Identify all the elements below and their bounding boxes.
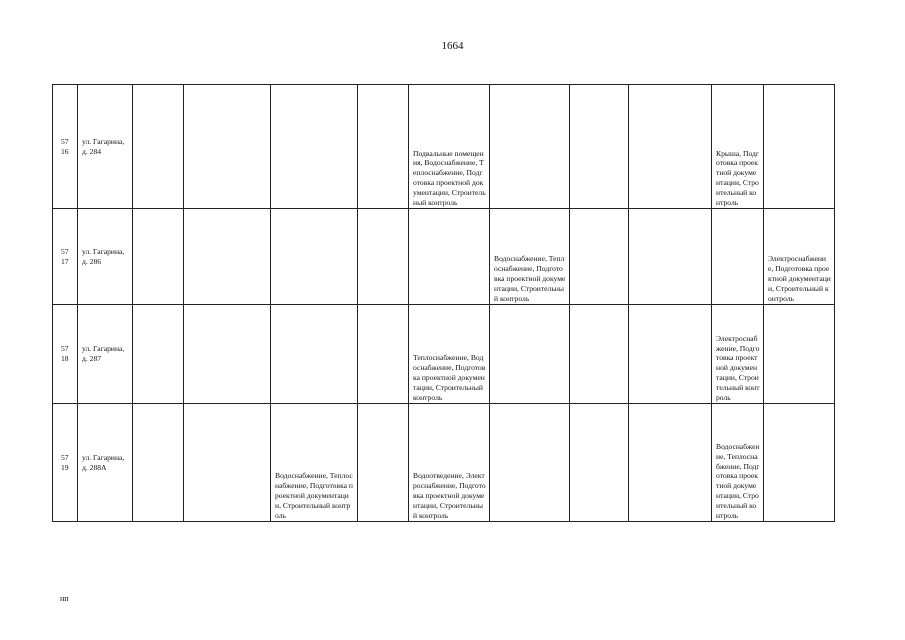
empty-cell [133, 305, 184, 404]
empty-cell [712, 209, 764, 305]
empty-cell [184, 85, 271, 209]
address-cell: ул. Гагарина, д. 284 [78, 85, 133, 209]
table-row [53, 404, 835, 522]
empty-cell [358, 404, 409, 522]
address-cell: ул. Гагарина, д. 288А [78, 404, 133, 522]
row-number-suffix: 16 [61, 146, 69, 156]
empty-cell [358, 209, 409, 305]
empty-cell [490, 85, 570, 209]
works-cell: Крыша, Подготовка проектной документации, Строительный контроль [712, 85, 764, 209]
row-number-prefix: 57 [61, 344, 69, 354]
empty-cell [271, 209, 358, 305]
empty-cell [490, 404, 570, 522]
works-cell: Подвальные помещения, Водоснабжение, Теплоснабжение, Подготовка проектной документации, Строительный контроль [409, 85, 490, 209]
row-number-prefix: 57 [61, 136, 69, 146]
empty-cell [570, 85, 629, 209]
row-number-suffix: 18 [61, 354, 69, 363]
address-cell: ул. Гагарина, д. 287 [78, 305, 133, 404]
works-cell: Водоснабжение, Теплоснабжение, Подготовка проектной документации, Строительный контроль [490, 209, 570, 305]
works-cell: Теплоснабжение, Водоснабжение, Подготовка проектной документации, Строительный контроль [409, 305, 490, 404]
row-number-cell [53, 85, 78, 209]
table-row [53, 209, 835, 305]
empty-cell [271, 85, 358, 209]
row-number-suffix: 19 [61, 462, 69, 472]
empty-cell [271, 305, 358, 404]
empty-cell [570, 209, 629, 305]
empty-cell [184, 404, 271, 522]
empty-cell [764, 305, 835, 404]
row-number-suffix: 17 [61, 256, 69, 266]
works-cell: Электроснабжение, Подготовка проектной документации, Строительный контроль [712, 305, 764, 404]
page-number: 1664 [441, 40, 464, 52]
row-number-prefix: 57 [61, 452, 69, 462]
address-cell: ул. Гагарина, д. 286 [78, 209, 133, 305]
works-cell: Водоснабжение, Теплоснабжение, Подготовка проектной документации, Строительный контроль [271, 404, 358, 522]
empty-cell [629, 404, 712, 522]
empty-cell [490, 305, 570, 404]
row-number-prefix: 57 [61, 246, 69, 256]
empty-cell [133, 404, 184, 522]
empty-cell [133, 209, 184, 305]
empty-cell [409, 209, 490, 305]
empty-cell [358, 85, 409, 209]
empty-cell [570, 404, 629, 522]
works-cell: Водоснабжение, Теплоснабжение, Подготовка проектной документации, Строительный контроль [712, 404, 764, 522]
empty-cell [764, 85, 835, 209]
empty-cell [629, 85, 712, 209]
works-cell: Электроснабжение, Подготовка проектной документации, Строительный контроль [764, 209, 835, 305]
empty-cell [184, 305, 271, 404]
empty-cell [570, 305, 629, 404]
empty-cell [764, 404, 835, 522]
works-cell: Водоотведение, Электроснабжение, Подготовка проектной документации, Строительный контроль [409, 404, 490, 522]
repair-schedule-table [52, 84, 835, 522]
empty-cell [133, 85, 184, 209]
empty-cell [184, 209, 271, 305]
row-number-cell [53, 404, 78, 522]
empty-cell [629, 305, 712, 404]
table-row [53, 305, 835, 404]
row-number-cell [53, 305, 78, 404]
table-row [53, 85, 835, 209]
empty-cell [629, 209, 712, 305]
footer-mark: нп [60, 594, 69, 603]
empty-cell [358, 305, 409, 404]
row-number-cell [53, 209, 78, 305]
